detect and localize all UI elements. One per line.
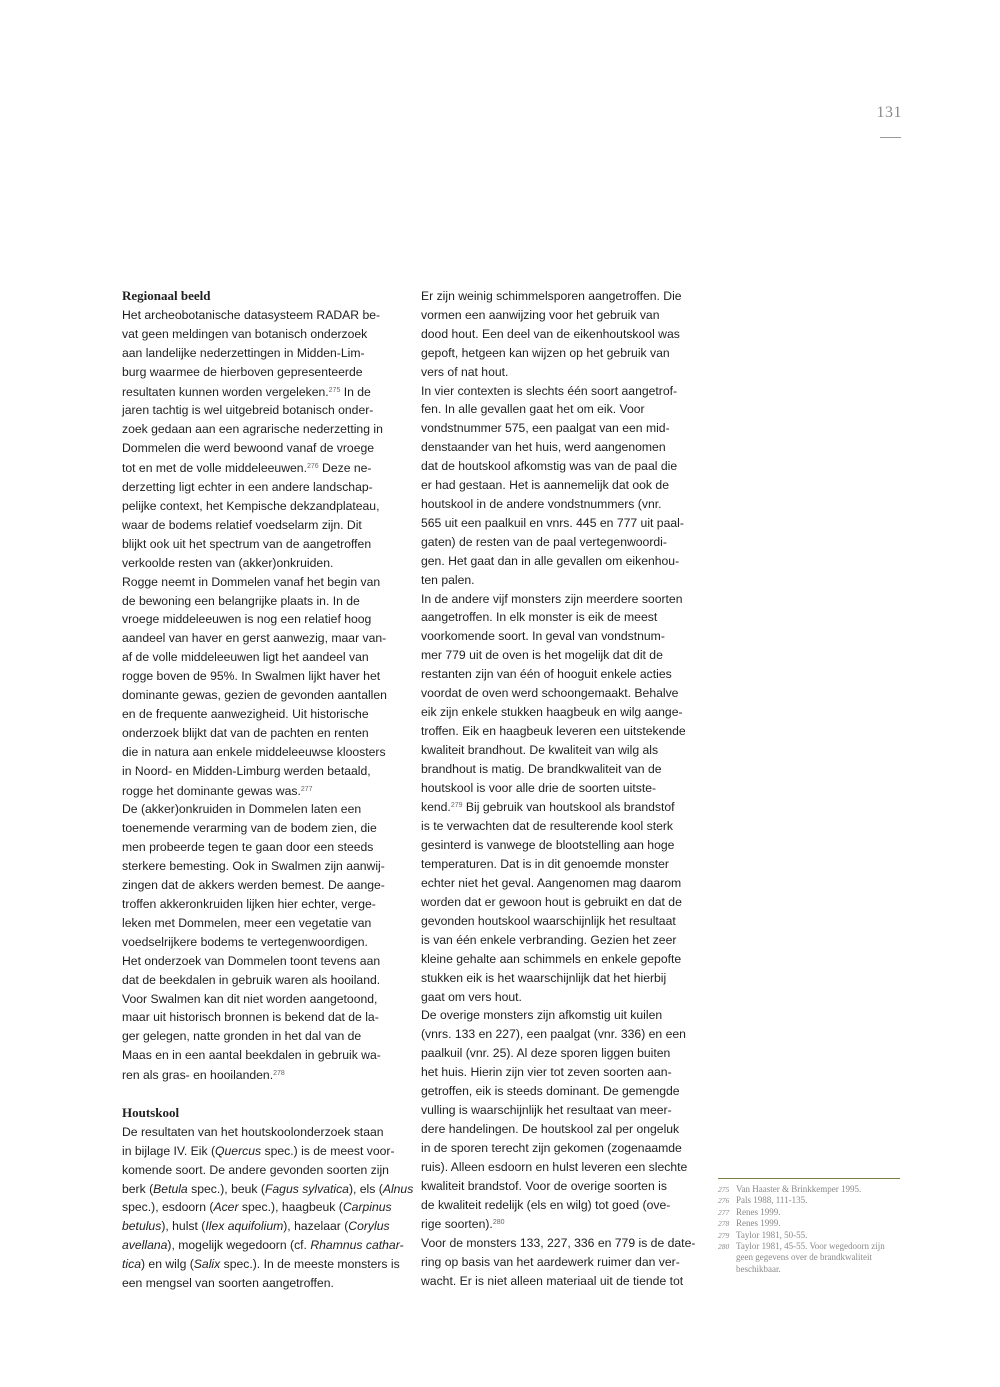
text-run: kleine gehalte aan schimmels en enkele gepofte bbox=[421, 951, 682, 966]
text-run: dominante gewas, gezien de gevonden aantallen bbox=[122, 688, 387, 703]
text-line bbox=[122, 497, 407, 516]
text-run: spec.), esdoorn ( bbox=[122, 1200, 214, 1215]
text-line bbox=[122, 667, 407, 686]
text-run: in bijlage IV. Eik ( bbox=[122, 1143, 216, 1158]
text-run: berk ( bbox=[122, 1181, 154, 1196]
footnote-reference: 280 bbox=[492, 1219, 505, 1227]
text-line bbox=[122, 535, 407, 554]
text-line bbox=[421, 836, 706, 855]
text-line bbox=[122, 800, 407, 819]
text-run: Dommelen die werd bewoond vanaf de vroege bbox=[122, 441, 375, 456]
text-line bbox=[421, 495, 706, 514]
text-run: maar uit historisch bronnen is bekend dat de la- bbox=[122, 1010, 379, 1025]
text-line bbox=[421, 438, 706, 457]
text-line bbox=[122, 1046, 407, 1065]
text-run: die in natura aan enkele middeleeuwse kloosters bbox=[122, 744, 386, 759]
footnote bbox=[718, 1218, 900, 1229]
footnote-text bbox=[736, 1184, 861, 1195]
footnote-number: 275 bbox=[718, 1185, 730, 1194]
text-line bbox=[421, 741, 706, 760]
footnote-reference: 276 bbox=[306, 463, 319, 471]
footnote-reference: 278 bbox=[273, 1070, 285, 1078]
text-run: aandeel van haver en gerst aanwezig, maar van- bbox=[122, 631, 387, 646]
text-run: onderzoek blijkt dat van de pachten en renten bbox=[122, 725, 369, 740]
footnote-line: Van Haaster & Brinkkemper 1995. bbox=[736, 1184, 862, 1194]
text-run: gepoft, hetgeen kan wijzen op het gebruik van bbox=[421, 345, 670, 360]
text-run: in Noord- en Midden-Limburg werden betaald, bbox=[122, 763, 371, 778]
text-line bbox=[122, 382, 407, 402]
text-line bbox=[122, 610, 407, 629]
text-line bbox=[421, 571, 706, 590]
species-name: Corylus bbox=[348, 1219, 390, 1234]
text-run: kwaliteit brandstof. Voor de overige soorten is bbox=[421, 1178, 667, 1193]
text-run: ), hulst ( bbox=[161, 1219, 206, 1234]
text-line bbox=[122, 516, 407, 535]
footnote-text bbox=[736, 1241, 885, 1275]
species-name: Alnus bbox=[382, 1181, 414, 1196]
text-line bbox=[421, 1006, 706, 1025]
text-run: vat geen meldingen van botanisch onderzoek bbox=[122, 326, 368, 341]
text-line bbox=[122, 762, 407, 781]
text-run: vormen een aanwijzing voor het gebruik van bbox=[421, 307, 660, 322]
footnote-number: 279 bbox=[718, 1230, 730, 1240]
footnote bbox=[718, 1230, 900, 1241]
text-run: ruis). Alleen esdoorn en hulst leveren een slechte bbox=[421, 1159, 688, 1174]
footnote bbox=[718, 1195, 900, 1206]
text-line bbox=[122, 478, 407, 497]
text-run: af de volle middeleeuwen ligt het aandeel van bbox=[122, 650, 369, 665]
text-line bbox=[122, 857, 407, 876]
text-line bbox=[421, 1158, 706, 1177]
text-line bbox=[122, 895, 407, 914]
text-line bbox=[421, 476, 706, 495]
text-run: zoek gedaan aan een agrarische nederzetting in bbox=[122, 422, 383, 437]
text-run: houtskool in de andere vondstnummers (vnr. bbox=[421, 496, 662, 511]
text-line bbox=[122, 686, 407, 705]
text-line bbox=[421, 287, 706, 306]
text-run: In vier contexten is slechts één soort aangetrof- bbox=[421, 383, 678, 398]
text-run: De (akker)onkruiden in Dommelen laten een bbox=[122, 802, 362, 817]
text-line bbox=[122, 1123, 407, 1142]
footnote-text bbox=[736, 1230, 807, 1241]
species-name: Betula bbox=[153, 1181, 188, 1196]
text-line bbox=[421, 950, 706, 969]
text-run: ), els ( bbox=[348, 1181, 383, 1196]
footnote bbox=[718, 1184, 900, 1195]
text-run: pelijke context, het Kempische dekzandplateau, bbox=[122, 498, 380, 513]
text-line bbox=[122, 420, 407, 439]
text-line bbox=[421, 306, 706, 325]
text-run: Deze ne- bbox=[318, 461, 372, 476]
footnote-line: beschikbaar. bbox=[736, 1263, 781, 1274]
text-line bbox=[122, 1027, 407, 1046]
footnote-reference: 279 bbox=[450, 802, 463, 810]
text-run: kend. bbox=[421, 800, 451, 815]
text-line bbox=[421, 1214, 706, 1234]
footnote bbox=[718, 1241, 900, 1275]
text-run: is van één enkele verbranding. Gezien het zeer bbox=[421, 932, 677, 947]
text-line bbox=[122, 306, 407, 325]
species-name: Salix bbox=[193, 1257, 221, 1272]
text-run: dood hout. Een deel van de eikenhoutskool was bbox=[421, 326, 680, 341]
text-run: voordat de oven werd schoongemaakt. Behalve bbox=[421, 686, 679, 701]
section-heading: Regionaal beeld bbox=[122, 288, 211, 303]
text-line bbox=[421, 1025, 706, 1044]
text-run: In de bbox=[340, 384, 371, 399]
text-run: dere handelingen. De houtskool zal per ongeluk bbox=[421, 1121, 680, 1136]
text-line bbox=[421, 988, 706, 1007]
text-run: temperaturen. Dat is in dit genoemde monster bbox=[421, 857, 669, 872]
text-line bbox=[122, 724, 407, 743]
text-line bbox=[421, 931, 706, 950]
text-line bbox=[122, 648, 407, 667]
text-run: De overige monsters zijn afkomstig uit kuilen bbox=[421, 1008, 663, 1023]
text-run: Maas en in een aantal beekdalen in gebruik wa- bbox=[122, 1048, 381, 1063]
text-line bbox=[421, 893, 706, 912]
text-run: vroege middeleeuwen is nog een relatief hoog bbox=[122, 612, 372, 627]
footnote-number: 278 bbox=[718, 1219, 730, 1229]
text-line bbox=[421, 608, 706, 627]
text-run: houtskool is voor alle drie de soorten uitste- bbox=[421, 780, 657, 795]
text-run: vondstnummer 575, een paalgat van een mid- bbox=[421, 421, 670, 436]
text-line bbox=[122, 990, 407, 1009]
text-line bbox=[421, 1139, 706, 1158]
text-run: spec.), haagbeuk ( bbox=[238, 1200, 343, 1215]
text-run: toenemende verarming van de bodem zien, die bbox=[122, 821, 377, 836]
text-line bbox=[421, 684, 706, 703]
text-line bbox=[122, 933, 407, 952]
text-line bbox=[122, 1255, 407, 1274]
text-run: spec.) is de meest voor- bbox=[261, 1143, 395, 1158]
text-run: fen. In alle gevallen gaat het om eik. Voor bbox=[421, 402, 645, 417]
text-run: is te verwachten dat de resulterende kool sterk bbox=[421, 819, 674, 834]
text-line bbox=[122, 458, 407, 478]
text-line bbox=[421, 1177, 706, 1196]
text-line bbox=[122, 363, 407, 382]
text-line bbox=[122, 971, 407, 990]
text-line bbox=[122, 1142, 407, 1161]
text-run: tot en met de volle middeleeuwen. bbox=[122, 461, 307, 476]
text-run: ten palen. bbox=[421, 572, 475, 587]
text-line bbox=[421, 514, 706, 533]
species-name: Ilex aquifolium bbox=[205, 1219, 284, 1234]
species-name: betulus bbox=[122, 1219, 162, 1234]
text-run: voedselrijkere bodems te vertegenwoordigen. bbox=[122, 934, 368, 949]
text-line bbox=[421, 400, 706, 419]
text-line bbox=[421, 1120, 706, 1139]
text-run: ren als gras- en hooilanden. bbox=[122, 1068, 274, 1083]
text-line bbox=[122, 554, 407, 573]
text-run: in de sporen terecht zijn gekomen (zogenaamde bbox=[421, 1140, 682, 1155]
text-line bbox=[421, 552, 706, 571]
text-run: komende soort. De andere gevonden soorten zijn bbox=[122, 1162, 389, 1177]
footnote-line: Pals 1988, 111-135. bbox=[736, 1195, 808, 1206]
text-run: zingen dat de akkers werden bemest. De aange- bbox=[122, 878, 385, 893]
text-line bbox=[421, 1044, 706, 1063]
species-name: avellana bbox=[122, 1238, 168, 1253]
text-run: ), hazelaar ( bbox=[283, 1219, 349, 1234]
text-line bbox=[421, 344, 706, 363]
text-run: brandhout is matig. De brandkwaliteit van de bbox=[421, 761, 662, 776]
page-number: 131 bbox=[876, 104, 902, 121]
text-line bbox=[421, 912, 706, 931]
text-line bbox=[122, 344, 407, 363]
footnotes bbox=[718, 1184, 900, 1275]
text-line bbox=[122, 439, 407, 458]
text-run: Rogge neemt in Dommelen vanaf het begin van bbox=[122, 574, 381, 589]
footnote-line: Taylor 1981, 45-55. Voor wegedoorn zijn bbox=[736, 1241, 885, 1252]
text-line bbox=[122, 1217, 407, 1236]
text-run: ) en wilg ( bbox=[140, 1257, 194, 1272]
text-line bbox=[122, 1008, 407, 1027]
text-run: waar de bodems relatief voedselarm zijn. Dit bbox=[122, 517, 362, 532]
text-line bbox=[421, 1101, 706, 1120]
text-line bbox=[122, 743, 407, 762]
text-line bbox=[421, 817, 706, 836]
footnote-line: geen gegevens over de brandkwaliteit bbox=[736, 1252, 872, 1263]
text-line bbox=[122, 325, 407, 344]
text-run: Voor de monsters 133, 227, 336 en 779 is de date- bbox=[421, 1236, 696, 1251]
text-run: ), mogelijk wegedoorn (cf. bbox=[167, 1238, 311, 1253]
text-run: voorkomende soort. In geval van vondstnum- bbox=[421, 629, 665, 644]
text-line bbox=[122, 1198, 407, 1217]
text-line bbox=[421, 874, 706, 893]
text-line bbox=[421, 590, 706, 609]
text-run: gesinterd is vanwege de blootstelling aan hoge bbox=[421, 838, 675, 853]
text-run: derzetting ligt echter in een andere landschap- bbox=[122, 480, 373, 495]
text-run: spec.). In de meeste monsters is bbox=[220, 1257, 400, 1272]
text-line bbox=[122, 952, 407, 971]
footnote-number: 280 bbox=[718, 1242, 730, 1252]
text-run: jaren tachtig is wel uitgebreid botanisch onder- bbox=[122, 403, 374, 418]
text-line bbox=[421, 325, 706, 344]
species-name: Carpinus bbox=[342, 1200, 392, 1215]
footnote-line: Renes 1999. bbox=[736, 1206, 781, 1217]
text-run: de kwaliteit redelijk (els en wilg) tot goed (ove- bbox=[421, 1197, 671, 1212]
text-run: aangetroffen. In elk monster is eik de meest bbox=[421, 610, 658, 625]
text-line bbox=[421, 627, 706, 646]
text-line bbox=[421, 457, 706, 476]
text-run: ring op basis van het aardewerk ruimer dan ver- bbox=[421, 1255, 680, 1270]
footnote-text bbox=[736, 1218, 781, 1229]
text-line bbox=[122, 705, 407, 724]
text-run: verkoolde resten van (akker)onkruiden. bbox=[122, 555, 334, 570]
species-name: tica bbox=[122, 1257, 141, 1272]
text-run: De resultaten van het houtskoolonderzoek staan bbox=[122, 1124, 384, 1139]
text-line bbox=[421, 1253, 706, 1272]
text-run: kwaliteit brandhout. De kwaliteit van wilg als bbox=[421, 742, 659, 757]
text-line bbox=[421, 1063, 706, 1082]
text-run: gaat om vers hout. bbox=[421, 989, 522, 1004]
paragraph-gap bbox=[122, 1085, 407, 1104]
text-run: Het onderzoek van Dommelen toont tevens aan bbox=[122, 953, 381, 968]
text-line bbox=[421, 646, 706, 665]
footnote-line: Taylor 1981, 50-55. bbox=[736, 1229, 808, 1240]
text-run: ger gelegen, natte gronden in het dal van de bbox=[122, 1029, 362, 1044]
species-name: Fagus sylvatica bbox=[264, 1181, 349, 1196]
text-run: de bewoning een belangrijke plaats in. In de bbox=[122, 593, 360, 608]
text-line bbox=[421, 1196, 706, 1215]
text-line bbox=[421, 363, 706, 382]
text-line bbox=[122, 781, 407, 801]
text-run: worden dat er gewoon hout is gebruikt en dat de bbox=[421, 895, 682, 909]
text-run: In de andere vijf monsters zijn meerdere soorten bbox=[421, 591, 683, 606]
text-line bbox=[421, 969, 706, 988]
footnote-number: 276 bbox=[718, 1196, 730, 1206]
footnote-line: Renes 1999. bbox=[736, 1218, 781, 1229]
text-run: en de frequente aanwezigheid. Uit historische bbox=[122, 706, 369, 721]
footnote-text bbox=[736, 1207, 781, 1218]
footnote-text bbox=[736, 1195, 807, 1206]
text-run: paalkuil (vnr. 25). Al deze sporen liggen buiten bbox=[421, 1046, 671, 1061]
text-run: leken met Dommelen, meer een vegetatie van bbox=[122, 915, 372, 930]
footnote-reference: 277 bbox=[300, 785, 313, 793]
text-run: mer 779 uit de oven is het mogelijk dat dit de bbox=[421, 648, 663, 663]
text-line bbox=[122, 573, 407, 592]
text-run: troffen. Eik en haagbeuk leveren een uitstekende bbox=[421, 723, 686, 738]
text-line bbox=[122, 1161, 407, 1180]
text-run: Het archeobotanische datasysteem RADAR be- bbox=[122, 307, 381, 322]
text-line bbox=[421, 1272, 706, 1291]
text-run: er had gestaan. Het is aannemelijk dat ook de bbox=[421, 478, 669, 493]
text-line bbox=[122, 1065, 407, 1085]
text-run: sterkere bemesting. Ook in Swalmen zijn aanwij- bbox=[122, 859, 385, 874]
text-line bbox=[421, 382, 706, 401]
text-run: vers of nat hout. bbox=[421, 364, 509, 379]
text-run: stukken eik is het waarschijnlijk dat het hierbij bbox=[421, 970, 667, 985]
left-column bbox=[122, 287, 414, 1293]
text-line bbox=[421, 419, 706, 438]
footnote bbox=[718, 1207, 900, 1218]
text-run: gen. Het gaat dan in alle gevallen om eikenhou- bbox=[421, 553, 680, 568]
text-line bbox=[421, 1234, 706, 1253]
species-name: Quercus bbox=[215, 1143, 262, 1158]
text-line bbox=[122, 1180, 414, 1199]
section-heading: Houtskool bbox=[122, 1104, 180, 1120]
text-line bbox=[421, 855, 706, 874]
text-line bbox=[122, 401, 407, 420]
text-run: Voor Swalmen kan dit niet worden aangetoond, bbox=[122, 991, 378, 1006]
right-column bbox=[421, 287, 706, 1291]
text-run: wacht. Er is niet alleen materiaal uit de tiende tot bbox=[421, 1274, 684, 1289]
text-line bbox=[122, 838, 407, 857]
text-line bbox=[421, 797, 706, 817]
text-run: het huis. Hierin zijn vier tot zeven soorten aan- bbox=[421, 1065, 672, 1080]
text-run: denstaander van het huis, werd aangenomen bbox=[421, 440, 666, 455]
text-run: dat de houtskool afkomstig was van de paal die bbox=[421, 459, 678, 474]
text-run: resultaten kunnen worden vergeleken. bbox=[122, 384, 329, 399]
text-run: Bij gebruik van houtskool als brandstof bbox=[462, 800, 675, 815]
text-run: rogge het dominante gewas was. bbox=[122, 783, 301, 798]
text-run: Er zijn weinig schimmelsporen aangetroffen. Die bbox=[421, 289, 682, 303]
text-line bbox=[421, 760, 706, 779]
text-run: (vnrs. 133 en 227), een paalgat (vnr. 336) en een bbox=[421, 1027, 686, 1042]
text-run: rogge boven de 95%. In Swalmen lijkt haver het bbox=[122, 669, 381, 684]
text-line bbox=[122, 592, 407, 611]
text-line bbox=[122, 876, 407, 895]
text-run: aan landelijke nederzettingen in Midden-Lim- bbox=[122, 345, 365, 360]
text-run: dat de beekdalen in gebruik waren als hooiland. bbox=[122, 972, 381, 987]
text-run: echter niet het geval. Aangenomen mag daarom bbox=[421, 876, 682, 891]
text-line bbox=[122, 1274, 407, 1293]
text-line bbox=[421, 703, 706, 722]
text-run: vulling is waarschijnlijk het resultaat van meer- bbox=[421, 1102, 672, 1117]
footnote-number: 277 bbox=[718, 1207, 730, 1217]
text-run: getroffen, eik is steeds dominant. De gemengde bbox=[421, 1084, 680, 1099]
text-run: spec.), beuk ( bbox=[187, 1181, 265, 1196]
page-number-rule bbox=[880, 137, 901, 138]
footnote-divider bbox=[718, 1178, 900, 1179]
species-name: Acer bbox=[213, 1200, 239, 1215]
text-run: rige soorten). bbox=[421, 1217, 493, 1232]
text-line bbox=[421, 1082, 706, 1101]
text-run: men probeerde tegen te gaan door een steeds bbox=[122, 840, 374, 855]
text-run: gevonden houtskool waarschijnlijk het resultaat bbox=[421, 913, 676, 928]
text-run: blijkt ook uit het spectrum van de aangetroffen bbox=[122, 536, 372, 551]
text-line bbox=[122, 629, 407, 648]
text-line bbox=[122, 1236, 407, 1255]
text-line bbox=[421, 533, 706, 552]
text-run: gaten) de resten van de paal vertegenwoordi- bbox=[421, 534, 667, 549]
species-name: Rhamnus cathar- bbox=[310, 1238, 404, 1253]
text-run: 565 uit een paalkuil en vnrs. 445 en 777 uit paal- bbox=[421, 515, 684, 530]
text-run: een mengsel van soorten aangetroffen. bbox=[122, 1276, 334, 1291]
text-run: restanten zijn van één of hooguit enkele acties bbox=[421, 667, 672, 682]
text-line bbox=[122, 819, 407, 838]
text-line bbox=[421, 722, 706, 741]
text-line bbox=[122, 914, 407, 933]
text-run: eik zijn enkele stukken haagbeuk en wilg aange- bbox=[421, 704, 683, 719]
text-line bbox=[421, 779, 706, 798]
text-line bbox=[421, 665, 706, 684]
footnote-reference: 275 bbox=[328, 386, 341, 394]
text-run: burg waarmee de hierboven gepresenteerde bbox=[122, 364, 363, 379]
text-run: troffen akkeronkruiden lijken hier echter, verge- bbox=[122, 897, 376, 911]
